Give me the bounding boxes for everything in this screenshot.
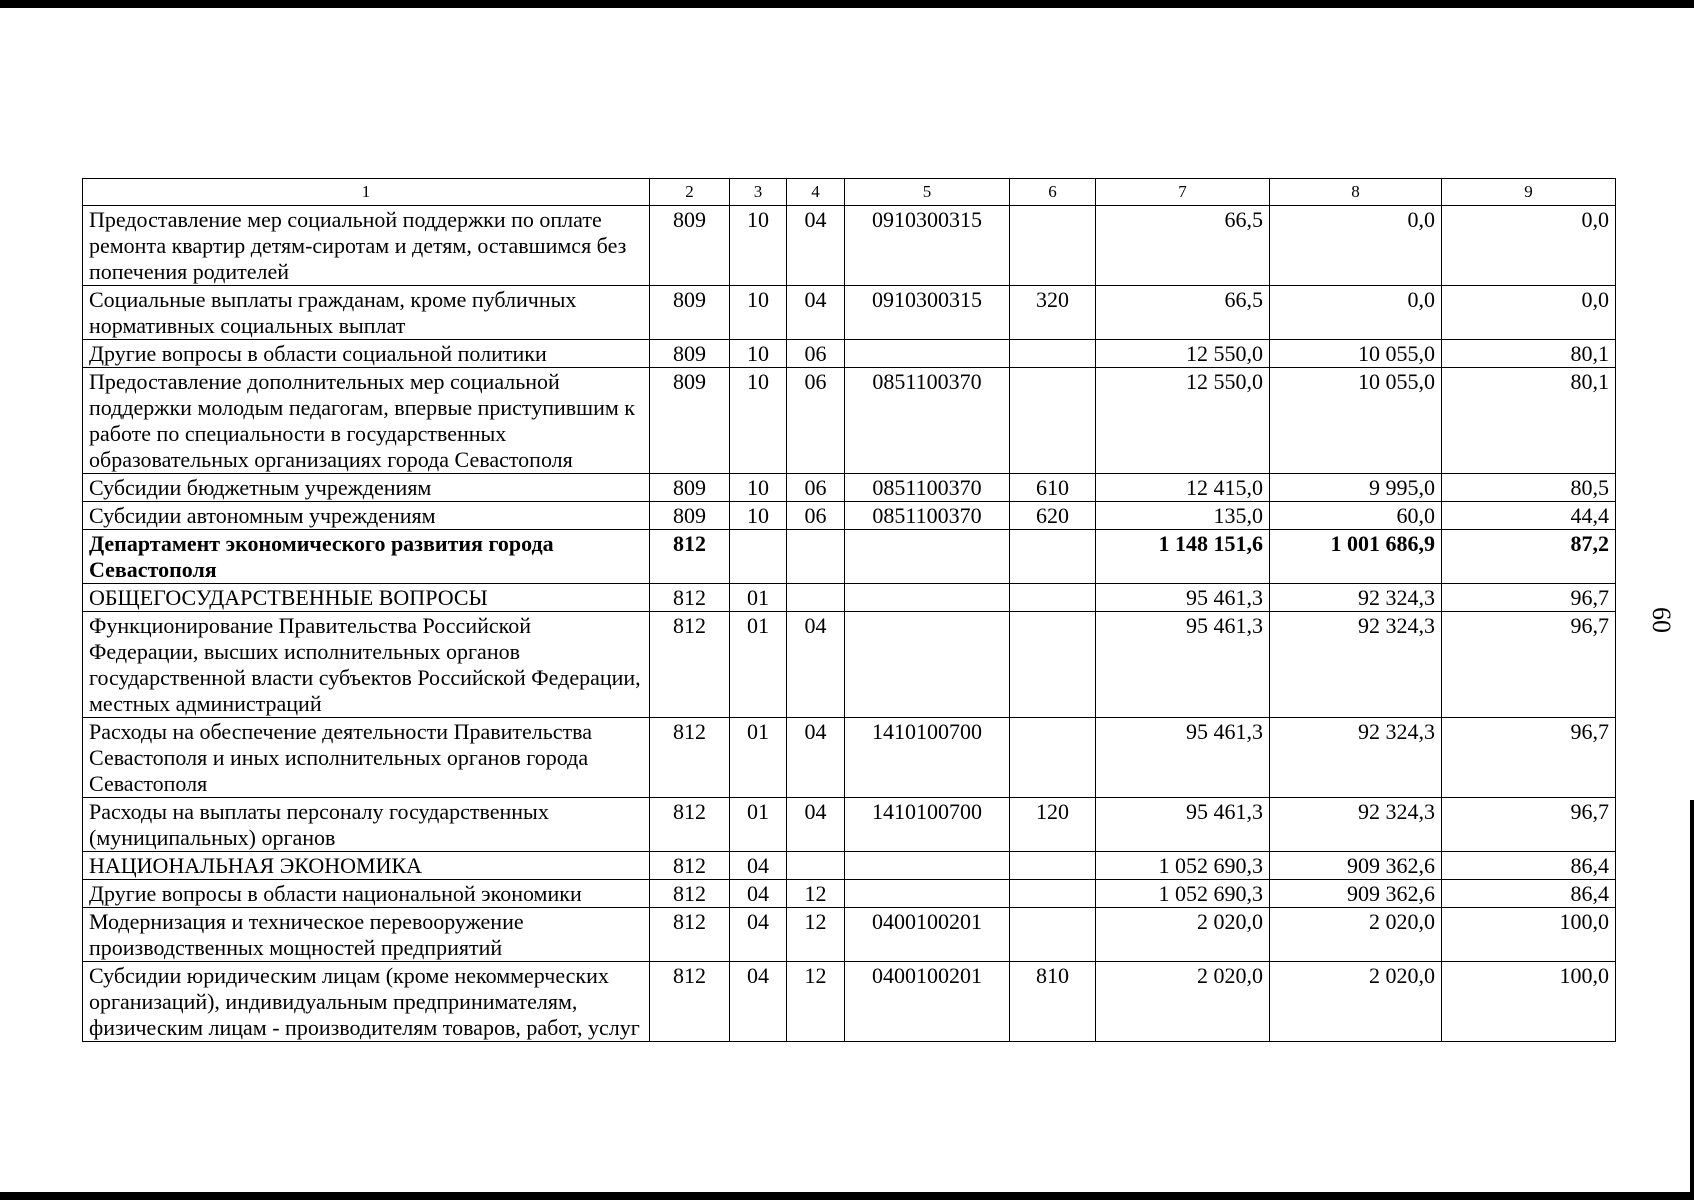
cell-target-article: 0851100370 [845,474,1010,502]
cell-plan-amount: 95 461,3 [1096,718,1270,798]
cell-percent: 0,0 [1442,206,1616,286]
cell-expense-type [1010,584,1096,612]
row-name: Расходы на обеспечение деятельности Правительства Севастополя и иных исполнительных органов города Севастополя [83,718,650,798]
cell-plan-amount: 135,0 [1096,502,1270,530]
cell-podrazdel [787,852,845,880]
cell-vedomstvo: 812 [650,530,730,584]
table-row [83,286,1616,340]
cell-target-article: 1410100700 [845,718,1010,798]
column-number: 6 [1010,179,1096,206]
cell-expense-type [1010,880,1096,908]
cell-plan-amount: 2 020,0 [1096,908,1270,962]
scan-top-border [0,0,1694,8]
cell-fact-amount: 0,0 [1270,286,1442,340]
cell-plan-amount: 95 461,3 [1096,798,1270,852]
cell-razdel: 04 [730,962,787,1042]
column-number: 3 [730,179,787,206]
cell-fact-amount: 10 055,0 [1270,340,1442,368]
cell-vedomstvo: 812 [650,584,730,612]
cell-fact-amount: 92 324,3 [1270,798,1442,852]
cell-razdel: 10 [730,286,787,340]
cell-expense-type: 810 [1010,962,1096,1042]
cell-vedomstvo: 809 [650,206,730,286]
cell-percent: 80,5 [1442,474,1616,502]
cell-razdel: 01 [730,584,787,612]
cell-fact-amount: 2 020,0 [1270,962,1442,1042]
cell-fact-amount: 9 995,0 [1270,474,1442,502]
cell-plan-amount: 95 461,3 [1096,584,1270,612]
row-name: НАЦИОНАЛЬНАЯ ЭКОНОМИКА [83,852,650,880]
row-name: Модернизация и техническое перевооружение производственных мощностей предприятий [83,908,650,962]
cell-plan-amount: 1 148 151,6 [1096,530,1270,584]
cell-vedomstvo: 809 [650,474,730,502]
column-number: 9 [1442,179,1616,206]
cell-percent: 100,0 [1442,962,1616,1042]
cell-expense-type [1010,612,1096,718]
cell-fact-amount: 92 324,3 [1270,612,1442,718]
table-row [83,340,1616,368]
scan-bottom-border [0,1192,1694,1200]
cell-plan-amount: 95 461,3 [1096,612,1270,718]
cell-vedomstvo: 809 [650,286,730,340]
cell-plan-amount: 12 550,0 [1096,368,1270,474]
row-name: Другие вопросы в области национальной экономики [83,880,650,908]
table-row [83,962,1616,1042]
cell-fact-amount: 92 324,3 [1270,584,1442,612]
cell-vedomstvo: 812 [650,962,730,1042]
cell-podrazdel: 12 [787,962,845,1042]
cell-podrazdel: 04 [787,286,845,340]
column-number: 4 [787,179,845,206]
cell-fact-amount: 0,0 [1270,206,1442,286]
cell-percent: 96,7 [1442,612,1616,718]
row-name: ОБЩЕГОСУДАРСТВЕННЫЕ ВОПРОСЫ [83,584,650,612]
cell-razdel: 10 [730,340,787,368]
cell-podrazdel: 06 [787,502,845,530]
cell-razdel: 10 [730,368,787,474]
cell-percent: 86,4 [1442,852,1616,880]
cell-percent: 100,0 [1442,908,1616,962]
cell-razdel: 10 [730,474,787,502]
cell-percent: 80,1 [1442,340,1616,368]
cell-expense-type: 610 [1010,474,1096,502]
cell-vedomstvo: 809 [650,368,730,474]
cell-vedomstvo: 812 [650,798,730,852]
row-name: Функционирование Правительства Российской Федерации, высших исполнительных органов государственной власти субъектов Российской Федерации, местных администраций [83,612,650,718]
cell-target-article: 0851100370 [845,368,1010,474]
table-row [83,852,1616,880]
cell-target-article [845,880,1010,908]
cell-percent: 44,4 [1442,502,1616,530]
row-name: Субсидии юридическим лицам (кроме некоммерческих организаций), индивидуальным предпринимателям, физическим лицам - производителям товаров, работ, услуг [83,962,650,1042]
cell-percent: 0,0 [1442,286,1616,340]
cell-vedomstvo: 809 [650,502,730,530]
cell-percent: 96,7 [1442,798,1616,852]
table-row [83,880,1616,908]
cell-expense-type: 120 [1010,798,1096,852]
cell-plan-amount: 12 415,0 [1096,474,1270,502]
cell-razdel: 04 [730,852,787,880]
cell-fact-amount: 909 362,6 [1270,880,1442,908]
cell-expense-type [1010,852,1096,880]
cell-expense-type [1010,340,1096,368]
cell-vedomstvo: 812 [650,718,730,798]
cell-razdel: 04 [730,880,787,908]
cell-plan-amount: 1 052 690,3 [1096,880,1270,908]
table-row [83,798,1616,852]
cell-podrazdel: 12 [787,880,845,908]
row-name: Социальные выплаты гражданам, кроме публичных нормативных социальных выплат [83,286,650,340]
cell-fact-amount: 92 324,3 [1270,718,1442,798]
cell-podrazdel: 04 [787,798,845,852]
cell-podrazdel [787,584,845,612]
cell-razdel: 01 [730,718,787,798]
cell-razdel: 10 [730,206,787,286]
row-name: Расходы на выплаты персоналу государственных (муниципальных) органов [83,798,650,852]
cell-podrazdel: 12 [787,908,845,962]
cell-razdel: 10 [730,502,787,530]
row-name: Предоставление дополнительных мер социальной поддержки молодым педагогам, впервые приступившим к работе по специальности в государственных образовательных организациях города Севастополя [83,368,650,474]
cell-plan-amount: 12 550,0 [1096,340,1270,368]
cell-expense-type [1010,718,1096,798]
cell-podrazdel: 04 [787,612,845,718]
cell-percent: 80,1 [1442,368,1616,474]
cell-target-article [845,530,1010,584]
cell-target-article: 0400100201 [845,908,1010,962]
cell-target-article [845,612,1010,718]
cell-fact-amount: 10 055,0 [1270,368,1442,474]
cell-razdel [730,530,787,584]
cell-podrazdel: 06 [787,368,845,474]
cell-vedomstvo: 812 [650,880,730,908]
cell-target-article: 1410100700 [845,798,1010,852]
cell-razdel: 04 [730,908,787,962]
cell-expense-type: 320 [1010,286,1096,340]
cell-target-article [845,584,1010,612]
cell-expense-type [1010,530,1096,584]
row-name: Субсидии бюджетным учреждениям [83,474,650,502]
cell-fact-amount: 2 020,0 [1270,908,1442,962]
cell-percent: 96,7 [1442,584,1616,612]
cell-percent: 86,4 [1442,880,1616,908]
row-name: Департамент экономического развития города Севастополя [83,530,650,584]
table-row [83,612,1616,718]
column-number: 2 [650,179,730,206]
table-row [83,474,1616,502]
cell-expense-type [1010,908,1096,962]
budget-table [82,178,1616,1042]
cell-fact-amount: 60,0 [1270,502,1442,530]
cell-expense-type [1010,206,1096,286]
table-row [83,530,1616,584]
cell-fact-amount: 1 001 686,9 [1270,530,1442,584]
cell-plan-amount: 1 052 690,3 [1096,852,1270,880]
table-row [83,718,1616,798]
column-number-row [83,179,1616,206]
cell-vedomstvo: 812 [650,908,730,962]
scan-right-edge [1690,800,1694,1200]
cell-target-article: 0910300315 [845,206,1010,286]
column-number: 7 [1096,179,1270,206]
table-row [83,502,1616,530]
cell-vedomstvo: 812 [650,612,730,718]
cell-target-article [845,340,1010,368]
column-number: 1 [83,179,650,206]
table-row [83,908,1616,962]
column-number: 8 [1270,179,1442,206]
cell-podrazdel: 04 [787,718,845,798]
row-name: Другие вопросы в области социальной политики [83,340,650,368]
row-name: Субсидии автономным учреждениям [83,502,650,530]
table-row [83,584,1616,612]
page-number: 60 [1647,607,1676,633]
cell-expense-type [1010,368,1096,474]
cell-podrazdel: 06 [787,340,845,368]
cell-expense-type: 620 [1010,502,1096,530]
cell-target-article [845,852,1010,880]
cell-plan-amount: 66,5 [1096,206,1270,286]
cell-plan-amount: 2 020,0 [1096,962,1270,1042]
cell-vedomstvo: 809 [650,340,730,368]
cell-podrazdel [787,530,845,584]
cell-percent: 96,7 [1442,718,1616,798]
cell-vedomstvo: 812 [650,852,730,880]
cell-podrazdel: 06 [787,474,845,502]
row-name: Предоставление мер социальной поддержки по оплате ремонта квартир детям-сиротам и детям, оставшимся без попечения родителей [83,206,650,286]
cell-plan-amount: 66,5 [1096,286,1270,340]
cell-razdel: 01 [730,612,787,718]
cell-percent: 87,2 [1442,530,1616,584]
table-row [83,368,1616,474]
cell-target-article: 0910300315 [845,286,1010,340]
column-number: 5 [845,179,1010,206]
cell-target-article: 0851100370 [845,502,1010,530]
cell-podrazdel: 04 [787,206,845,286]
cell-razdel: 01 [730,798,787,852]
cell-fact-amount: 909 362,6 [1270,852,1442,880]
cell-target-article: 0400100201 [845,962,1010,1042]
table-row [83,206,1616,286]
